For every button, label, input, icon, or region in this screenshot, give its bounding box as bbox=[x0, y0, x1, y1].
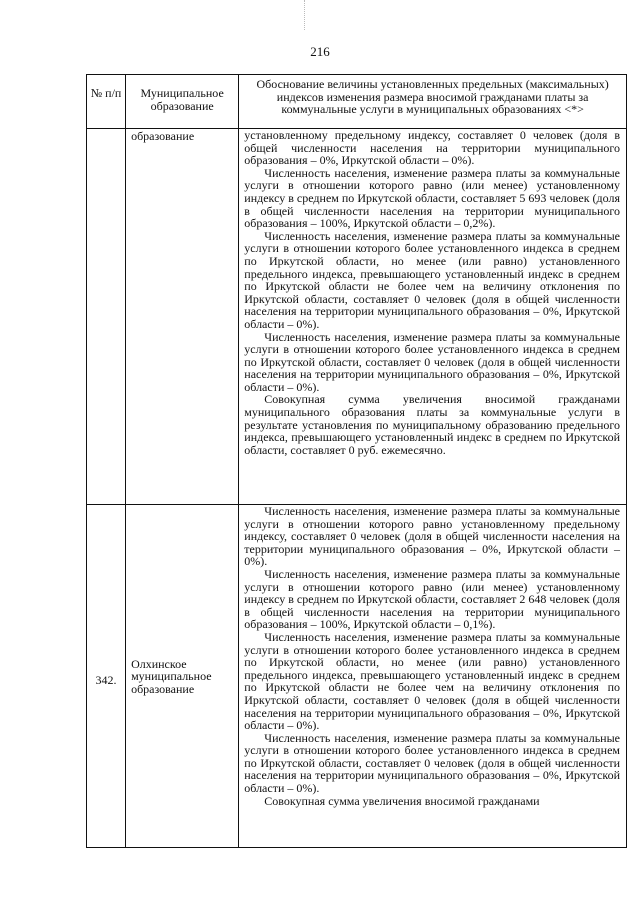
paragraph: Численность населения, изменение размера платы за коммунальные услуги в отношении которого более установленного индекса в среднем по Иркутской области, но менее (или равно) установленного предельного индекса, превышающего установленный индекс в среднем по Иркутской области не более чем на величину отклонения по Иркутской области, составляет 0 человек (доля в общей численности населения на территории муниципального образования – 0%, Иркутской области – 0%). bbox=[244, 228, 620, 331]
table-header-row bbox=[87, 75, 627, 129]
scan-artifact bbox=[304, 0, 309, 30]
paragraph: Численность населения, изменение размера платы за коммунальные услуги в отношении которого более установленного индекса в среднем по Иркутской области, составляет 0 человек (доля в общей численности населения на территории муниципального образования – 0%, Иркутской области – 0%). bbox=[244, 329, 620, 394]
municipality-name: образование bbox=[126, 129, 239, 505]
justification-text bbox=[239, 129, 627, 505]
paragraph: Совокупная сумма увеличения вносимой гражданами муниципального образования платы за коммунальные услуги в результате установления по муниципальному образованию предельного индекса, превышающего установленный индекс в среднем по Иркутской области, составляет 0 руб. ежемесячно. bbox=[244, 392, 620, 457]
header-justification: Обоснование величины установленных предельных (максимальных) индексов изменения размера вносимой гражданами платы за коммунальные услуги в муниципальных образованиях <*> bbox=[239, 75, 627, 129]
paragraph: Совокупная сумма увеличения вносимой гражданами bbox=[264, 793, 540, 808]
row-number bbox=[87, 129, 126, 505]
paragraph: Численность населения, изменение размера платы за коммунальные услуги в отношении которого равно (или менее) установленному индексу в среднем по Иркутской области, составляет 5 693 человек (доля в общей численности населения на территории муниципального образования – 100%, Иркутской области – 0,2%). bbox=[244, 165, 620, 231]
index-justification-table bbox=[86, 74, 627, 848]
paragraph: Численность населения, изменение размера платы за коммунальные услуги в отношении которого более установленного индекса в среднем по Иркутской области, но менее (или равно) установленного предельного индекса, превышающего установленный индекс в среднем по Иркутской области не более чем на величину отклонения по Иркутской области, составляет 0 человек (доля в общей численности населения на территории муниципального образования – 0%, Иркутской области – 0%). bbox=[244, 629, 620, 733]
table-row bbox=[87, 129, 627, 505]
table-row bbox=[87, 505, 627, 848]
page-number: 216 bbox=[310, 44, 330, 59]
justification-text bbox=[239, 505, 627, 848]
paragraph: Численность населения, изменение размера платы за коммунальные услуги в отношении которого более установленного индекса в среднем по Иркутской области, составляет 0 человек (доля в общей численности населения на территории муниципального образования – 0%, Иркутской области – 0%). bbox=[244, 730, 620, 796]
header-number: № п/п bbox=[87, 75, 126, 129]
municipality-name: Олхинское муниципальное образование bbox=[126, 505, 239, 848]
row-number: 342. bbox=[87, 505, 126, 848]
paragraph: Численность населения, изменение размера платы за коммунальные услуги в отношении которого равно установленному предельному индексу, составляет 0 человек (доля в общей численности населения на территории муниципального образования – 0%, Иркутской области – 0%). bbox=[244, 504, 620, 569]
header-municipality: Муниципальное образование bbox=[126, 75, 239, 129]
paragraph: установленному предельному индексу, составляет 0 человек (доля в общей численности населения на территории муниципального образования – 0%, Иркутской области – 0%). bbox=[244, 128, 620, 168]
paragraph: Численность населения, изменение размера платы за коммунальные услуги в отношении которого равно (или менее) установленному индексу в среднем по Иркутской области, составляет 2 648 человек (доля в общей численности населения на территории муниципального образования – 100%, Иркутской области – 0,1%). bbox=[244, 566, 620, 632]
